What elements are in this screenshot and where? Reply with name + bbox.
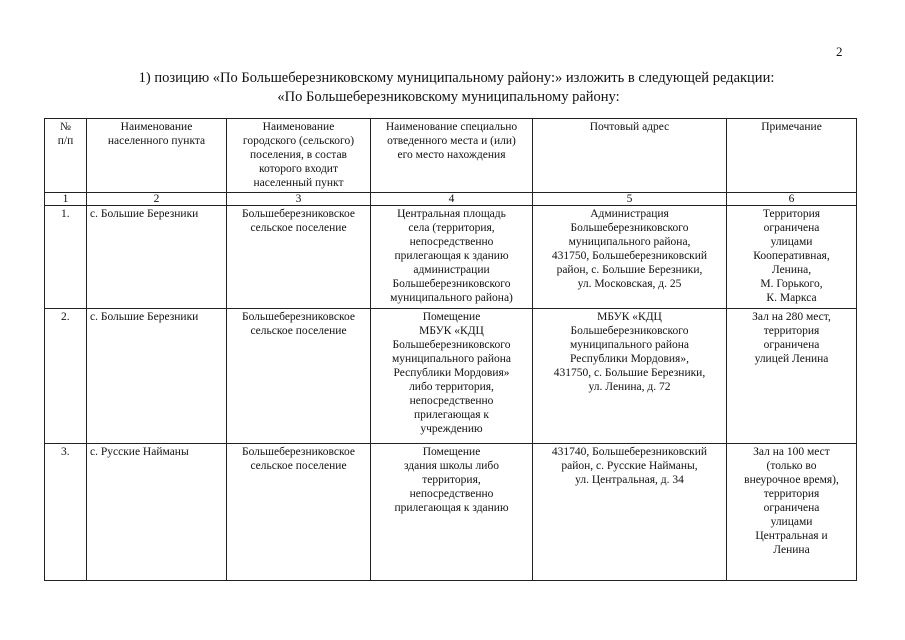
row-municipality: Большеберезниковское сельское поселение (227, 309, 371, 443)
row-place: Помещение МБУК «КДЦ Большеберезниковского муниципального района Республики Мордовия» либо территория, непосредственно прилегающая к учреждению (371, 309, 533, 443)
header-settlement: Наименование населенного пункта (87, 119, 227, 193)
row-settlement: с. Большие Березники (87, 309, 227, 443)
table-row (45, 443, 857, 580)
row-note: Зал на 100 мест (только во внеурочное время), территория ограничена улицами Центральная и Ленина (727, 443, 857, 580)
intro-line-2: «По Большеберезниковскому муниципальному району: (277, 89, 620, 105)
row-municipality: Большеберезниковское сельское поселение (227, 443, 371, 580)
row-num: 1. (45, 206, 87, 309)
column-number: 1 (45, 193, 87, 206)
row-settlement: с. Большие Березники (87, 206, 227, 309)
column-number: 5 (533, 193, 727, 206)
row-num: 3. (45, 443, 87, 580)
column-number: 3 (227, 193, 371, 206)
row-settlement: с. Русские Найманы (87, 443, 227, 580)
column-number: 2 (87, 193, 227, 206)
row-address: Администрация Большеберезниковского муниципального района, 431750, Большеберезниковский район, с. Большие Березники, ул. Московская, д. 25 (533, 206, 727, 309)
header-note: Примечание (727, 119, 857, 193)
row-municipality: Большеберезниковское сельское поселение (227, 206, 371, 309)
table-row (45, 206, 857, 309)
header-address: Почтовый адрес (533, 119, 727, 193)
row-note: Зал на 280 мест, территория ограничена улицей Ленина (727, 309, 857, 443)
polling-places-table (44, 118, 857, 581)
column-number: 6 (727, 193, 857, 206)
row-place: Центральная площадь села (территория, непосредственно прилегающая к зданию администрации Большеберезниковского муниципального района) (371, 206, 533, 309)
column-number-row (45, 193, 857, 206)
row-note: Территория ограничена улицами Кооперативная, Ленина, М. Горького, К. Маркса (727, 206, 857, 309)
row-num: 2. (45, 309, 87, 443)
intro-line-1: 1) позицию «По Большеберезниковскому муниципальному району:» изложить в следующей редакции: (138, 70, 775, 86)
row-place: Помещение здания школы либо территория, непосредственно прилегающая к зданию (371, 443, 533, 580)
table-header-row (45, 119, 857, 193)
row-address: МБУК «КДЦ Большеберезниковского муниципального района Республики Мордовия», 431750, с. Большие Березники, ул. Ленина, д. 72 (533, 309, 727, 443)
table-row (45, 309, 857, 443)
column-number: 4 (371, 193, 533, 206)
header-num: № п/п (45, 119, 87, 193)
header-municipality: Наименование городского (сельского) поселения, в состав которого входит населенный пункт (227, 119, 371, 193)
page-number: 2 (836, 44, 843, 59)
header-place: Наименование специально отведенного места и (или) его место нахождения (371, 119, 533, 193)
row-address: 431740, Большеберезниковский район, с. Русские Найманы, ул. Центральная, д. 34 (533, 443, 727, 580)
